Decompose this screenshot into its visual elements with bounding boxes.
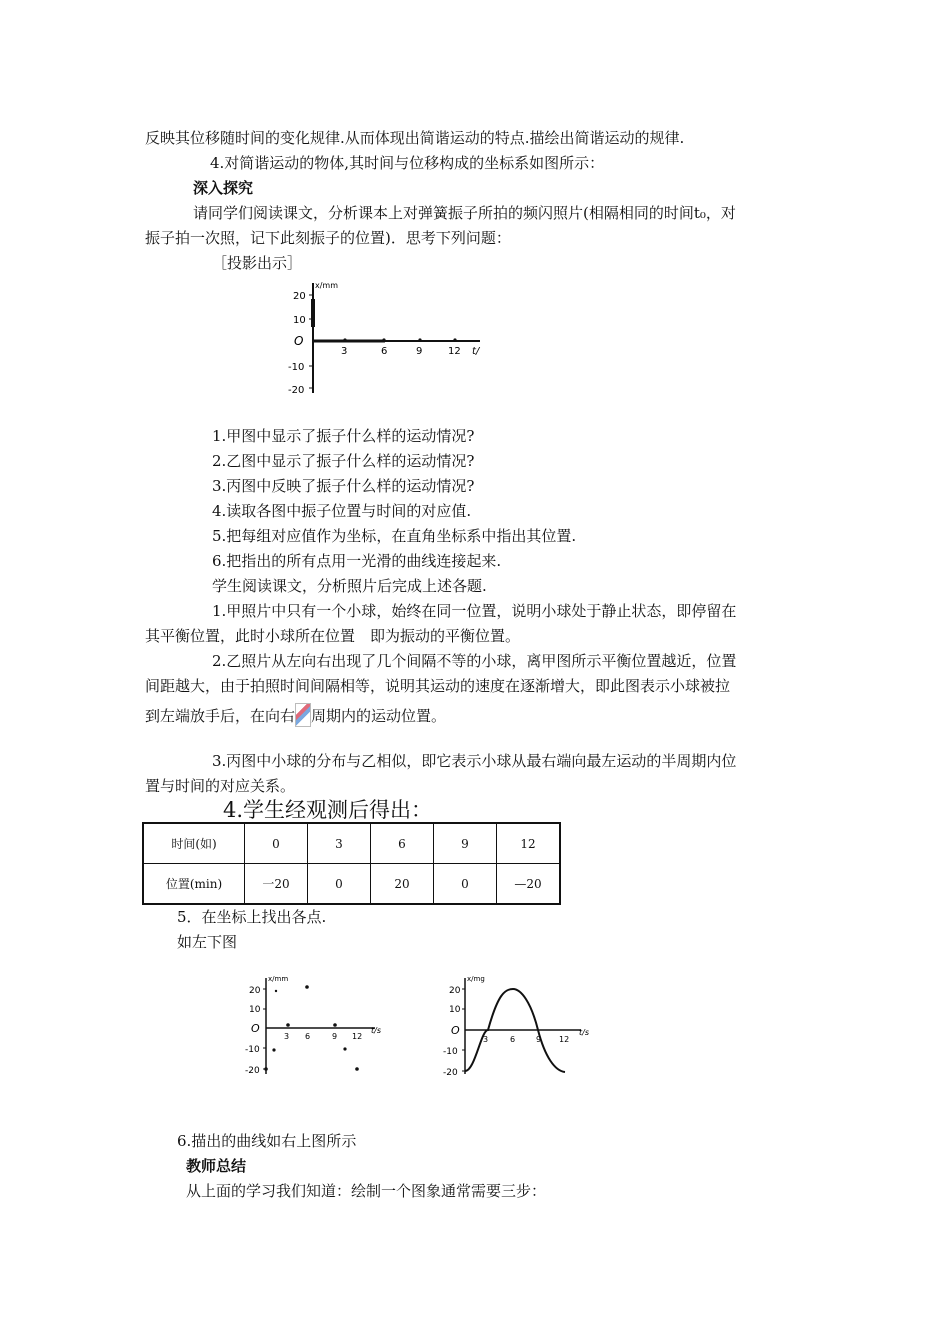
tick-label: 10 bbox=[249, 1005, 261, 1015]
section-heading: 深入探究 bbox=[193, 179, 254, 197]
table-cell: 0 bbox=[245, 823, 308, 864]
answer-line: 其平衡位置，此时小球所在位置 即为振动的平衡位置。 bbox=[145, 627, 521, 645]
table-cell: 9 bbox=[434, 823, 497, 864]
table-cell: 位置(min) bbox=[143, 864, 245, 905]
question-3: 3.丙图中反映了振子什么样的运动情况? bbox=[212, 477, 475, 495]
tick-label: -10 bbox=[443, 1047, 458, 1057]
observation-table bbox=[142, 822, 561, 905]
tick-label: 12 bbox=[448, 346, 461, 357]
paragraph-line: 从上面的学习我们知道：绘制一个图象通常需要三步： bbox=[186, 1182, 547, 1200]
paragraph-line: 4.对简谐运动的物体,其时间与位移构成的坐标系如图所示： bbox=[210, 154, 605, 172]
tick-label: 12 bbox=[559, 1035, 570, 1044]
section-heading: 教师总结 bbox=[186, 1157, 247, 1175]
tick-label: -20 bbox=[288, 385, 305, 396]
y-axis-label: x/mg bbox=[467, 975, 485, 983]
answer-text: 到左端放手后，在向右 bbox=[145, 707, 296, 725]
tick-label: 3 bbox=[284, 1032, 290, 1041]
table-cell: 0 bbox=[308, 864, 371, 905]
table-cell: 0 bbox=[434, 864, 497, 905]
tick-label: 9 bbox=[416, 346, 423, 357]
answer-line: 间距越大，由于拍照时间间隔相等，说明其运动的速度在逐渐增大，即此图表示小球被拉 bbox=[145, 677, 731, 695]
tick-label: -20 bbox=[443, 1068, 458, 1078]
paragraph-line: 学生阅读课文，分析照片后完成上述各题. bbox=[212, 577, 487, 595]
question-4: 4.读取各图中振子位置与时间的对应值. bbox=[212, 502, 472, 520]
y-axis-label: x/mm bbox=[315, 281, 339, 290]
tick-label: 3 bbox=[483, 1035, 489, 1044]
table-row bbox=[143, 864, 560, 905]
tick-label: 9 bbox=[332, 1032, 338, 1041]
answer-line: 2.乙照片从左向右出现了几个间隔不等的小球，离甲图所示平衡位置越近，位置 bbox=[212, 652, 737, 670]
origin-label: O bbox=[251, 1022, 260, 1035]
tick-label: -20 bbox=[245, 1066, 260, 1076]
table-cell: 一20 bbox=[245, 864, 308, 905]
paragraph-line: ［投影出示］ bbox=[212, 254, 303, 272]
table-cell: 12 bbox=[497, 823, 561, 864]
table-cell: 时间(如) bbox=[143, 823, 245, 864]
tick-label: -10 bbox=[288, 362, 305, 373]
table-row bbox=[143, 823, 560, 864]
table-cell: 3 bbox=[308, 823, 371, 864]
tick-label: 12 bbox=[352, 1032, 363, 1041]
answer-line: 5．在坐标上找出各点. bbox=[177, 908, 327, 926]
answer-line: 1.甲照片中只有一个小球，始终在同一位置，说明小球处于静止状态，即停留在 bbox=[212, 602, 737, 620]
answer-text: 周期内的运动位置。 bbox=[311, 707, 447, 725]
tick-label: 10 bbox=[449, 1005, 461, 1015]
tick-label: 20 bbox=[293, 291, 306, 302]
question-2: 2.乙图中显示了振子什么样的运动情况? bbox=[212, 452, 475, 470]
tick-label: -10 bbox=[245, 1045, 260, 1055]
answer-heading: 4.学生经观测后得出： bbox=[223, 798, 433, 822]
x-axis-label: t/s bbox=[579, 1028, 589, 1037]
x-axis-label: t/s bbox=[371, 1026, 381, 1035]
figure-sine-curve bbox=[443, 972, 603, 1082]
figure-points-plot bbox=[245, 972, 405, 1082]
question-6: 6.把指出的所有点用一光滑的曲线连接起来. bbox=[212, 552, 502, 570]
tick-label: 3 bbox=[341, 346, 348, 357]
figure-displacement-axes bbox=[285, 275, 490, 400]
tick-label: 20 bbox=[449, 986, 461, 996]
answer-line: 如左下图 bbox=[177, 933, 238, 951]
table-cell: 6 bbox=[371, 823, 434, 864]
tick-label: 20 bbox=[249, 986, 261, 996]
question-1: 1.甲图中显示了振子什么样的运动情况? bbox=[212, 427, 475, 445]
table-cell: 20 bbox=[371, 864, 434, 905]
paragraph-line: 振子拍一次照，记下此刻振子的位置)．思考下列问题： bbox=[145, 229, 511, 247]
tick-label: 6 bbox=[510, 1035, 516, 1044]
x-axis-label: t/ bbox=[472, 346, 480, 357]
answer-line: 6.描出的曲线如右上图所示 bbox=[177, 1132, 357, 1150]
origin-label: O bbox=[294, 334, 304, 348]
question-5: 5.把每组对应值作为坐标，在直角坐标系中指出其位置. bbox=[212, 527, 577, 545]
tick-label: 6 bbox=[305, 1032, 311, 1041]
y-axis-label: x/mm bbox=[268, 975, 289, 983]
origin-label: O bbox=[451, 1024, 460, 1037]
tick-label: 9 bbox=[536, 1035, 542, 1044]
answer-line bbox=[145, 703, 446, 727]
answer-line: 3.丙图中小球的分布与乙相似，即它表示小球从最右端向最左运动的半周期内位 bbox=[212, 752, 737, 770]
answer-line: 置与时间的对应关系。 bbox=[145, 777, 296, 795]
tick-label: 10 bbox=[293, 315, 306, 326]
paragraph-line: 请同学们阅读课文，分析课本上对弹簧振子所拍的频闪照片(相隔相同的时间t₀，对 bbox=[193, 204, 736, 222]
tick-label: 6 bbox=[381, 346, 388, 357]
paragraph-line: 反映其位移随时间的变化规律.从而体现出简谐运动的特点.描绘出简谐运动的规律. bbox=[145, 129, 685, 147]
table-cell: —20 bbox=[497, 864, 561, 905]
broken-image-icon bbox=[295, 703, 311, 727]
